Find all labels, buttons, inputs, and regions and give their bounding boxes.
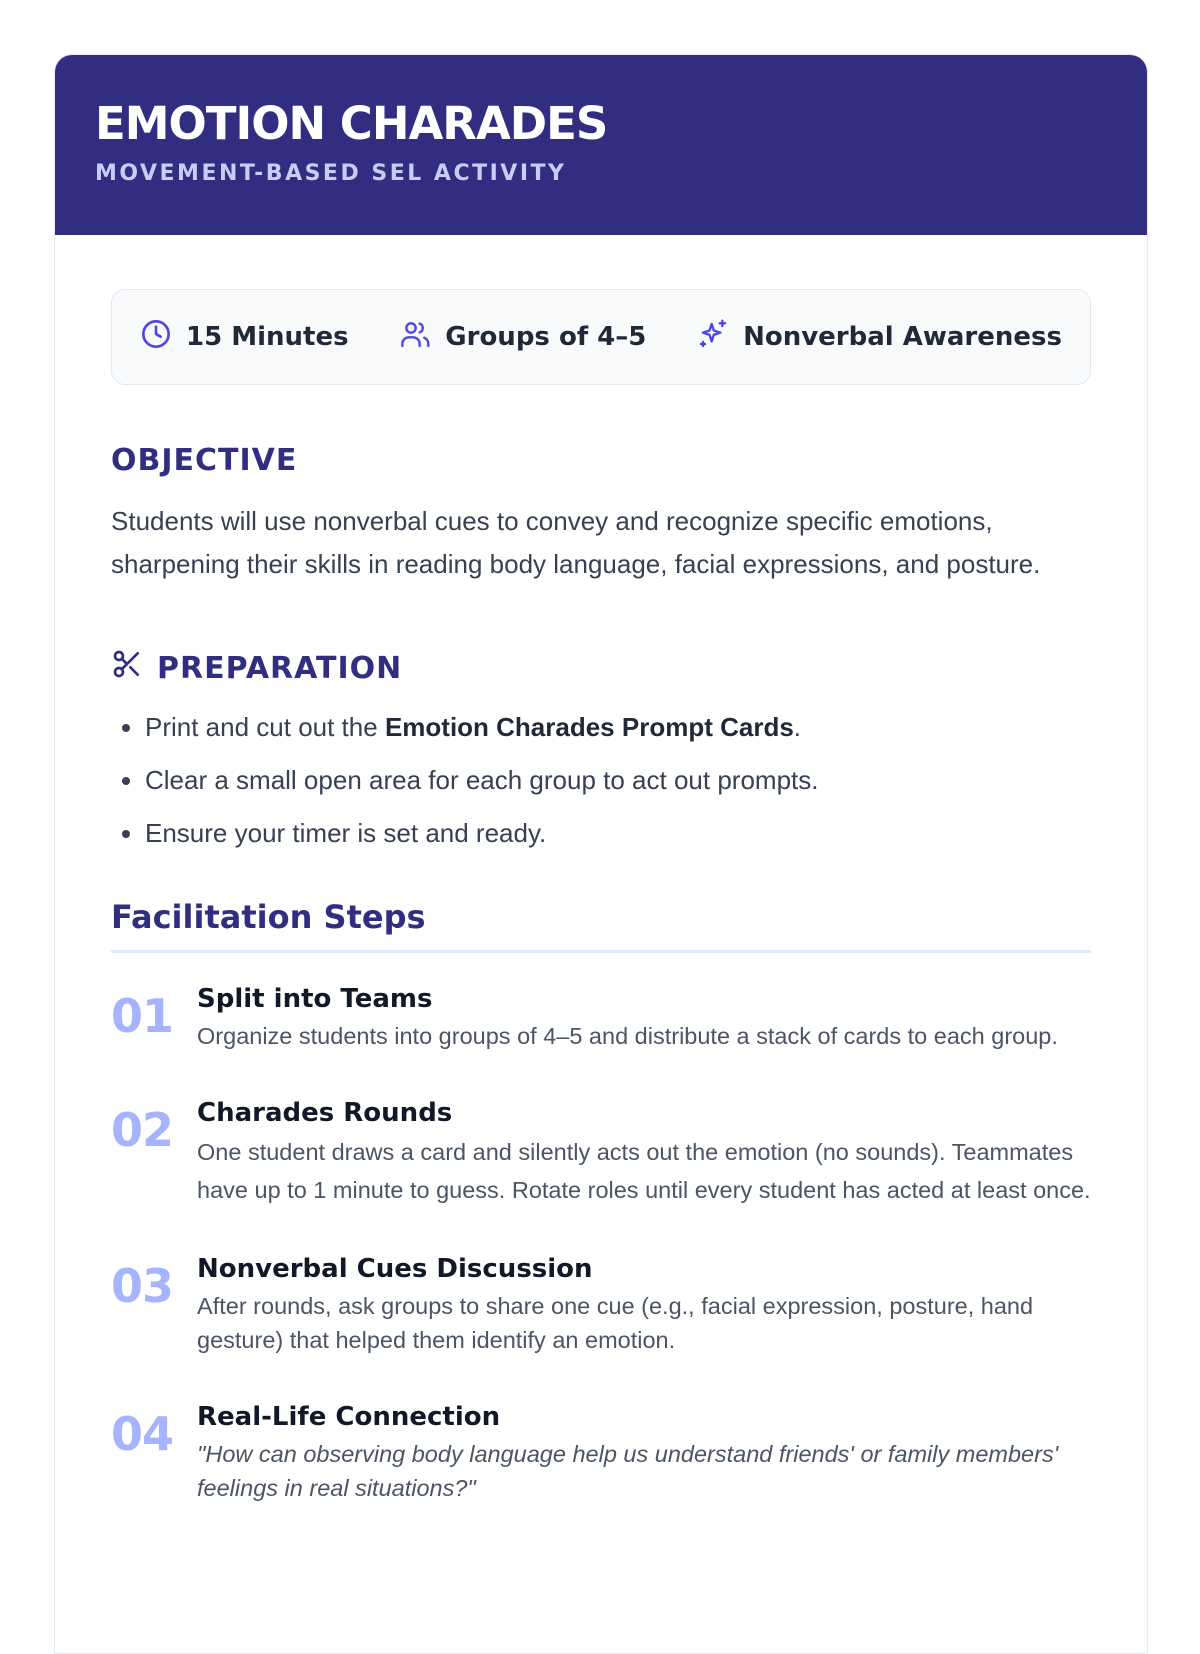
step-number: 04 bbox=[111, 1407, 174, 1461]
step-number: 01 bbox=[111, 989, 174, 1043]
clock-icon bbox=[140, 318, 172, 357]
step-title: Split into Teams bbox=[197, 984, 433, 1014]
list-item-bold-text: Emotion Charades Prompt Cards bbox=[384, 712, 794, 742]
meta-skill-label: Nonverbal Awareness bbox=[743, 322, 1062, 352]
preparation-list bbox=[111, 710, 1091, 850]
step-number: 02 bbox=[111, 1103, 174, 1157]
meta-group-size-label: Groups of 4–5 bbox=[445, 322, 647, 352]
step-title: Charades Rounds bbox=[197, 1098, 453, 1128]
step-body bbox=[173, 1401, 1091, 1505]
sparkles-icon bbox=[697, 318, 729, 357]
users-icon bbox=[399, 318, 431, 357]
list-item-text: . bbox=[793, 712, 802, 742]
step-item bbox=[111, 1253, 1091, 1357]
step-number: 03 bbox=[111, 1259, 174, 1313]
step-item bbox=[111, 983, 1091, 1053]
activity-content bbox=[55, 235, 1147, 1505]
step-body bbox=[173, 983, 1058, 1053]
step-description: "How can observing body language help us understand friends' or family members' feelings in real situations?" bbox=[197, 1441, 1059, 1501]
step-title: Nonverbal Cues Discussion bbox=[197, 1254, 593, 1284]
objective-text: Students will use nonverbal cues to convey and recognize specific emotions, sharpening their skills in reading body language, facial expressions, and posture. bbox=[111, 506, 1041, 579]
activity-title: EMOTION CHARADES bbox=[95, 97, 608, 150]
list-item: • Clear a small open area for each group to act out prompts. bbox=[145, 763, 1091, 797]
activity-header bbox=[55, 55, 1147, 235]
step-title: Real-Life Connection bbox=[197, 1402, 501, 1432]
meta-duration bbox=[140, 318, 349, 357]
activity-card bbox=[54, 54, 1148, 1654]
meta-group-size bbox=[399, 318, 646, 357]
preparation-heading bbox=[111, 648, 1091, 688]
list-item bbox=[145, 710, 1091, 744]
step-description: After rounds, ask groups to share one cue (e.g., facial expression, posture, hand gesture) that helped them identify an emotion. bbox=[197, 1293, 1034, 1353]
step-description: One student draws a card and silently acts out the emotion (no sounds). Teammates have up to 1 minute to guess. Rotate roles until every student has acted at least once. bbox=[197, 1139, 1091, 1203]
step-body bbox=[173, 1253, 1091, 1357]
step-body bbox=[173, 1097, 1091, 1209]
step-description: Organize students into groups of 4–5 and distribute a stack of cards to each group. bbox=[197, 1023, 1058, 1049]
scissors-icon bbox=[111, 648, 143, 688]
list-item-text: Print and cut out the bbox=[145, 712, 385, 742]
meta-bar bbox=[111, 289, 1091, 385]
objective-heading: OBJECTIVE bbox=[111, 443, 298, 478]
step-item bbox=[111, 1097, 1091, 1209]
facilitation-steps-heading: Facilitation Steps bbox=[111, 898, 1091, 953]
meta-skill bbox=[697, 318, 1062, 357]
list-item: • Ensure your timer is set and ready. bbox=[145, 816, 1091, 850]
preparation-title: PREPARATION bbox=[157, 650, 403, 686]
meta-duration-label: 15 Minutes bbox=[186, 322, 349, 352]
step-item bbox=[111, 1401, 1091, 1505]
activity-subtitle: MOVEMENT-BASED SEL ACTIVITY bbox=[95, 161, 567, 186]
